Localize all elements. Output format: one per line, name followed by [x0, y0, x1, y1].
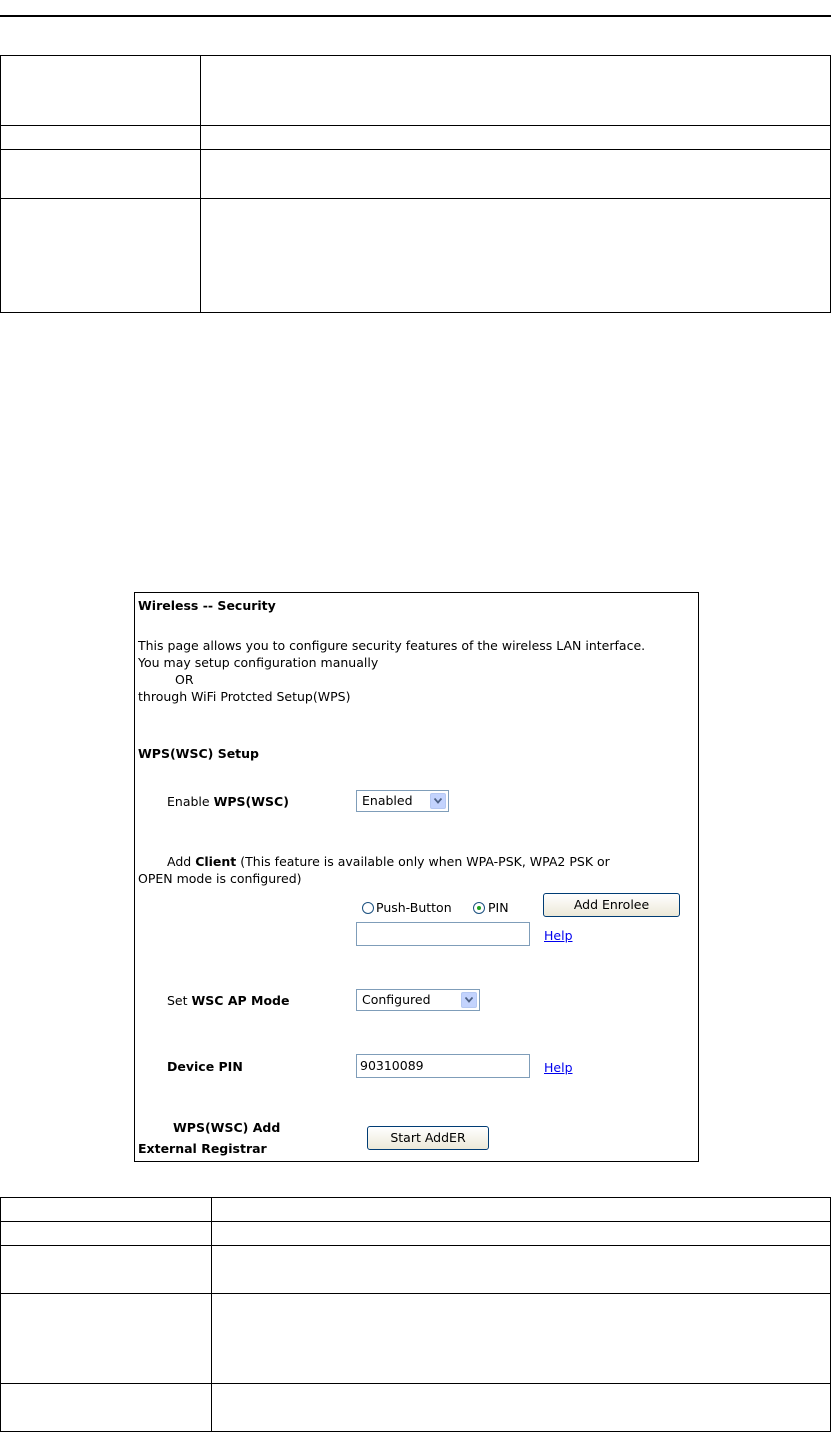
table-cell: [1, 1246, 212, 1294]
table-cell: [1, 150, 201, 199]
ap-mode-select[interactable]: [356, 989, 480, 1011]
table-cell: [212, 1222, 831, 1246]
device-pin-label: Device PIN: [167, 1059, 243, 1074]
table-cell: [1, 1294, 212, 1384]
intro-text: You may setup configuration manually: [138, 655, 379, 670]
table-cell: [201, 150, 831, 199]
external-registrar-label: WPS(WSC) Add: [173, 1120, 281, 1135]
add-client-label: Add Client (This feature is available only when WPA-PSK, WPA2 PSK or: [167, 854, 610, 869]
table-row: [1, 1246, 831, 1294]
table-cell: [1, 1222, 212, 1246]
chevron-down-icon[interactable]: [461, 992, 477, 1008]
page-title: Wireless -- Security: [138, 598, 276, 613]
section-title: WPS(WSC) Setup: [138, 746, 259, 761]
table-cell: [1, 1198, 212, 1222]
ap-mode-label: Set WSC AP Mode: [167, 993, 290, 1008]
table-cell: [212, 1198, 831, 1222]
push-button-radio[interactable]: [362, 902, 374, 914]
table-row: [1, 126, 831, 150]
document-table-bottom: [0, 1197, 831, 1432]
document-table-top: [0, 55, 831, 313]
radio-selected-dot: [477, 906, 481, 910]
table-cell: [1, 1384, 212, 1432]
wireless-security-screenshot: [134, 592, 699, 1162]
external-registrar-label-line2: External Registrar: [138, 1141, 267, 1156]
page-header-rule: [0, 15, 831, 17]
table-cell: [1, 56, 201, 126]
table-cell: [201, 56, 831, 126]
chevron-down-icon[interactable]: [430, 793, 446, 809]
add-enrolee-button[interactable]: Add Enrolee: [543, 893, 680, 917]
table-row: [1, 150, 831, 199]
push-button-radio-label: Push-Button: [376, 900, 452, 915]
enable-wps-value: Enabled: [362, 793, 413, 808]
intro-text: This page allows you to configure security features of the wireless LAN interface.: [138, 638, 646, 653]
table-row: [1, 1294, 831, 1384]
table-row: [1, 1222, 831, 1246]
intro-or-text: OR: [175, 672, 194, 687]
table-cell: [201, 199, 831, 313]
table-cell: [201, 126, 831, 150]
pin-help-link[interactable]: Help: [544, 928, 573, 943]
table-row: [1, 1198, 831, 1222]
pin-radio[interactable]: [473, 902, 485, 914]
add-client-label-line2: OPEN mode is configured): [138, 871, 302, 886]
ap-mode-value: Configured: [362, 992, 431, 1007]
pin-radio-label: PIN: [488, 900, 509, 915]
table-row: [1, 1384, 831, 1432]
enable-wps-label: Enable WPS(WSC): [167, 794, 289, 809]
enable-wps-select[interactable]: [356, 790, 449, 812]
table-cell: [212, 1384, 831, 1432]
table-cell: [1, 126, 201, 150]
table-cell: [1, 199, 201, 313]
table-cell: [212, 1294, 831, 1384]
device-pin-help-link[interactable]: Help: [544, 1060, 573, 1075]
table-row: [1, 199, 831, 313]
device-pin-input[interactable]: 90310089: [356, 1054, 530, 1078]
table-cell: [212, 1246, 831, 1294]
client-pin-input[interactable]: [356, 922, 530, 946]
table-row: [1, 56, 831, 126]
start-adder-button[interactable]: Start AddER: [367, 1126, 489, 1150]
intro-text: through WiFi Protcted Setup(WPS): [138, 689, 351, 704]
